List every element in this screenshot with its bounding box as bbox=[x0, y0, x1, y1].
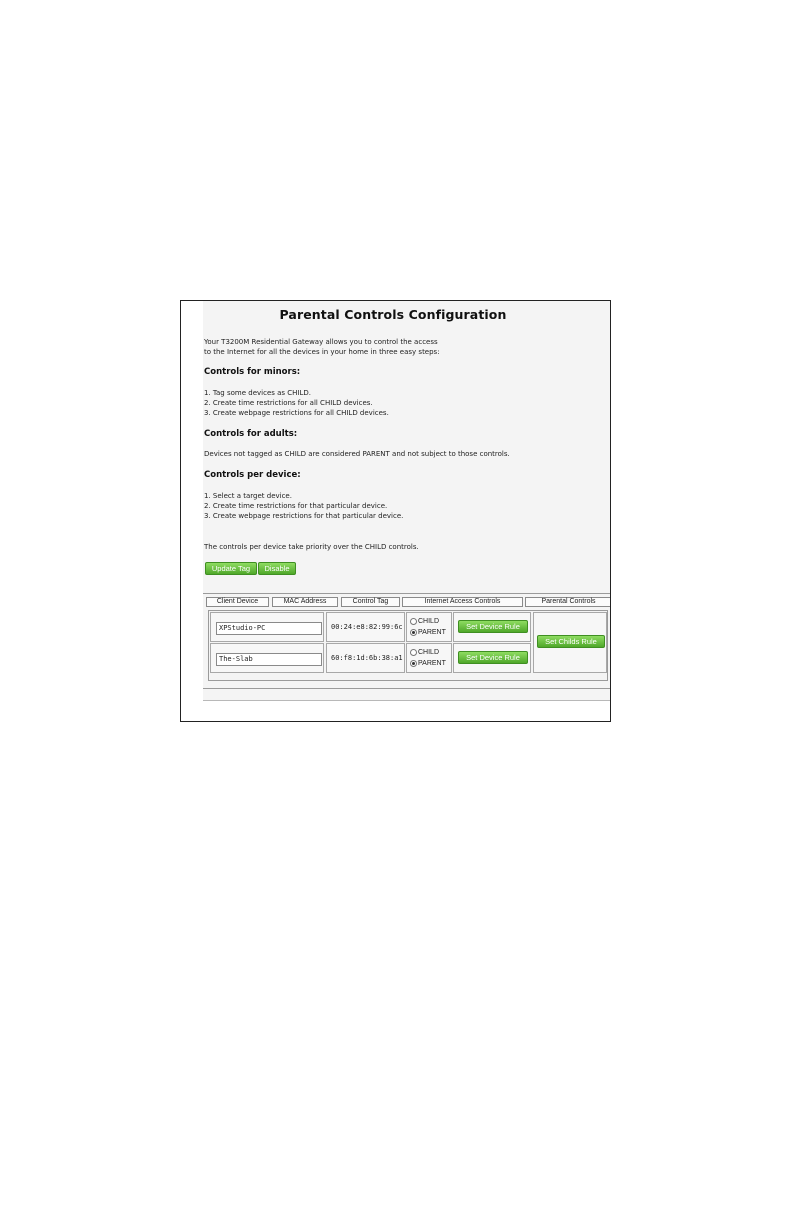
parent-radio[interactable] bbox=[410, 659, 446, 668]
page-title: Parental Controls Configuration bbox=[279, 307, 507, 322]
device-name-field[interactable]: XPStudio-PC bbox=[216, 622, 322, 635]
parent-radio-dot[interactable] bbox=[410, 660, 417, 667]
parent-radio-dot[interactable] bbox=[410, 629, 417, 636]
header-control-tag: Control Tag bbox=[341, 597, 400, 607]
table-row-tag-cell bbox=[406, 643, 452, 673]
mac-address-value: 00:24:e8:82:99:6c bbox=[331, 623, 403, 631]
table-row-mac-cell bbox=[326, 643, 405, 673]
per-device-step-3: 3. Create webpage restrictions for that particular device. bbox=[204, 512, 404, 520]
parental-controls-panel bbox=[203, 301, 611, 701]
screenshot-frame bbox=[180, 300, 611, 722]
parent-radio-label: PARENT bbox=[418, 629, 446, 636]
child-radio[interactable] bbox=[410, 648, 439, 657]
per-device-step-1: 1. Select a target device. bbox=[204, 492, 292, 500]
intro-line-2: to the Internet for all the devices in your home in three easy steps: bbox=[204, 348, 440, 356]
child-radio-label: CHILD bbox=[418, 649, 440, 656]
child-radio-dot[interactable] bbox=[410, 618, 417, 625]
minors-heading: Controls for minors: bbox=[204, 367, 301, 377]
header-client-device: Client Device bbox=[206, 597, 269, 607]
child-radio[interactable] bbox=[410, 617, 439, 626]
device-rows-container bbox=[208, 610, 608, 681]
set-device-rule-button[interactable]: Set Device Rule bbox=[458, 651, 528, 664]
intro-line-1: Your T3200M Residential Gateway allows you to control the access bbox=[204, 338, 438, 346]
per-device-step-2: 2. Create time restrictions for that particular device. bbox=[204, 502, 388, 510]
priority-note: The controls per device take priority over the CHILD controls. bbox=[204, 543, 419, 551]
update-tag-button[interactable]: Update Tag bbox=[205, 562, 257, 575]
header-parental-controls: Parental Controls bbox=[525, 597, 611, 607]
adults-text: Devices not tagged as CHILD are considered PARENT and not subject to those controls. bbox=[204, 450, 510, 458]
header-internet-access-controls: Internet Access Controls bbox=[402, 597, 523, 607]
child-radio-label: CHILD bbox=[418, 618, 440, 625]
adults-heading: Controls for adults: bbox=[204, 429, 298, 439]
parental-controls-cell bbox=[533, 612, 607, 673]
table-row-client-cell bbox=[210, 612, 324, 642]
minors-step-1: 1. Tag some devices as CHILD. bbox=[204, 389, 312, 397]
table-row-tag-cell bbox=[406, 612, 452, 642]
parent-radio-label: PARENT bbox=[418, 660, 446, 667]
table-row-client-cell bbox=[210, 643, 324, 673]
minors-step-2: 2. Create time restrictions for all CHILD devices. bbox=[204, 399, 373, 407]
set-device-rule-button[interactable]: Set Device Rule bbox=[458, 620, 528, 633]
parent-radio[interactable] bbox=[410, 628, 446, 637]
table-row-access-cell bbox=[453, 612, 531, 642]
header-mac-address: MAC Address bbox=[272, 597, 338, 607]
device-name-field[interactable]: The-Slab bbox=[216, 653, 322, 666]
mac-address-value: 60:f8:1d:6b:38:a1 bbox=[331, 654, 403, 662]
set-childs-rule-button[interactable]: Set Childs Rule bbox=[537, 635, 605, 648]
minors-step-3: 3. Create webpage restrictions for all CHILD devices. bbox=[204, 409, 389, 417]
disable-button[interactable]: Disable bbox=[258, 562, 296, 575]
table-row-access-cell bbox=[453, 643, 531, 673]
table-row-mac-cell bbox=[326, 612, 405, 642]
child-radio-dot[interactable] bbox=[410, 649, 417, 656]
device-table bbox=[203, 593, 611, 689]
per-device-heading: Controls per device: bbox=[204, 470, 301, 480]
